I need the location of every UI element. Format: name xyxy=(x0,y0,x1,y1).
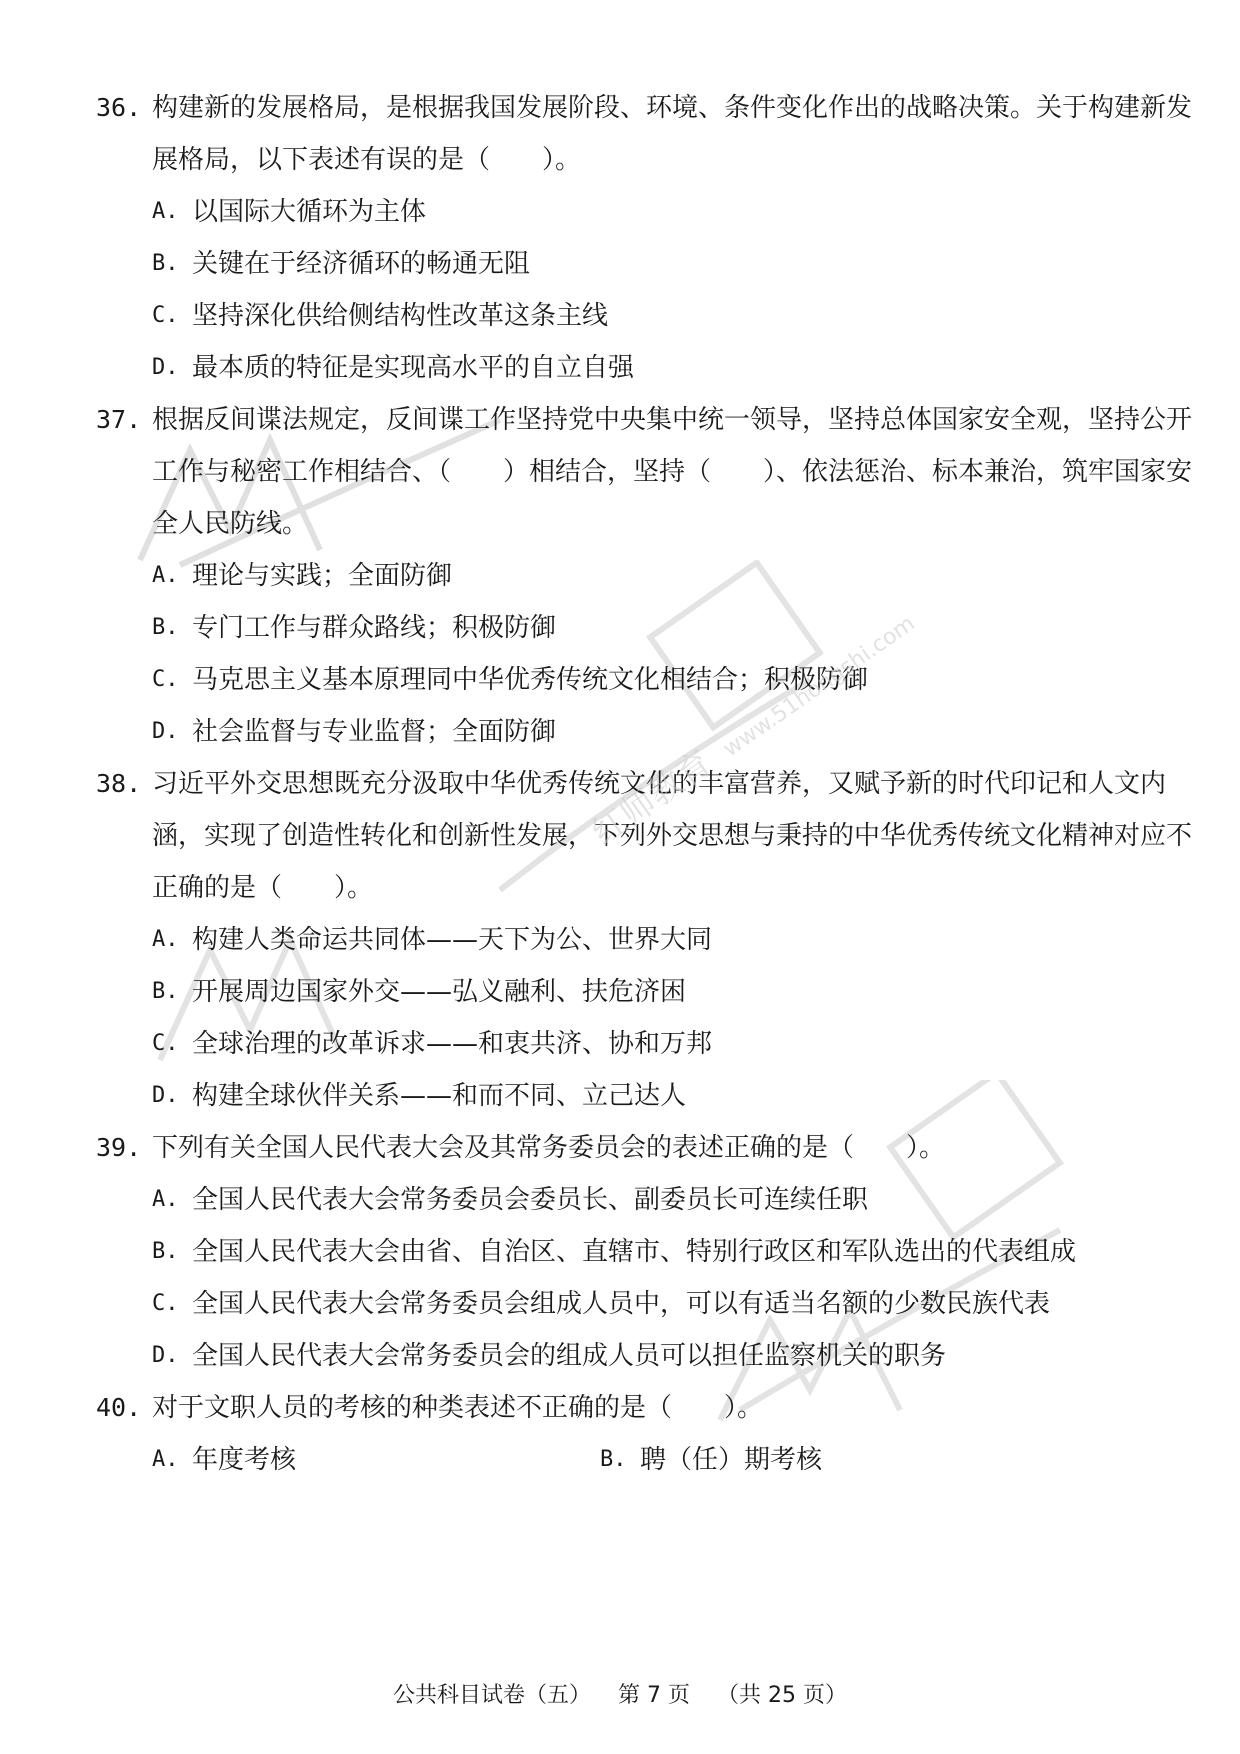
watermark-text xyxy=(581,595,922,855)
option-text: 全国人民代表大会由省、自治区、直辖市、特别行政区和军队选出的代表组成 xyxy=(192,1237,1077,1267)
option-text: 全国人民代表大会常务委员会的组成人员可以担任监察机关的职务 xyxy=(192,1341,947,1371)
option-letter: C. xyxy=(152,303,179,328)
option-text: 理论与实践；全面防御 xyxy=(192,561,453,591)
option-text: 聘（任）期考核 xyxy=(640,1445,823,1475)
watermark-brand: 红师教育 xyxy=(585,742,720,854)
option-text: 以国际大循环为主体 xyxy=(192,197,427,227)
page-total: （共 25 页） xyxy=(717,1683,847,1708)
page-footer xyxy=(0,1682,1240,1710)
question-text: 构建新的发展格局，是根据我国发展阶段、环境、条件变化作出的战略决策。关于构建新发 xyxy=(152,93,1193,123)
option-letter: B. xyxy=(152,615,179,640)
option-letter: A. xyxy=(152,1447,179,1472)
question-number: 40. xyxy=(96,1393,142,1422)
option-letter: B. xyxy=(152,979,179,1004)
option-letter: B. xyxy=(600,1447,627,1472)
question-text: 涵，实现了创造性转化和创新性发展，下列外交思想与秉持的中华优秀传统文化精神对应不 xyxy=(152,821,1193,851)
option-text: 最本质的特征是实现高水平的自立自强 xyxy=(192,353,635,383)
option-letter: D. xyxy=(152,1083,179,1108)
option-letter: C. xyxy=(152,1291,179,1316)
question-text: 根据反间谍法规定，反间谍工作坚持党中央集中统一领导，坚持总体国家安全观，坚持公开 xyxy=(152,405,1193,435)
option-text: 坚持深化供给侧结构性改革这条主线 xyxy=(192,301,609,331)
question-text: 工作与秘密工作相结合、（ ）相结合，坚持（ ）、依法惩治、标本兼治，筑牢国家安 xyxy=(152,457,1193,487)
exam-name: 公共科目试卷（五） xyxy=(393,1683,592,1708)
option-letter: B. xyxy=(152,1239,179,1264)
question-text: 对于文职人员的考核的种类表述不正确的是（ ）。 xyxy=(152,1393,764,1423)
question-number: 39. xyxy=(96,1133,142,1162)
option-text: 年度考核 xyxy=(192,1445,297,1475)
option-letter: A. xyxy=(152,1187,179,1212)
question-number: 38. xyxy=(96,769,142,798)
option-text: 社会监督与专业监督；全面防御 xyxy=(192,717,557,747)
option-text: 构建人类命运共同体——天下为公、世界大同 xyxy=(192,925,713,955)
option-text: 专门工作与群众路线；积极防御 xyxy=(192,613,557,643)
page-number: 第 7 页 xyxy=(618,1683,690,1708)
watermark-url: www.51hongshi.com xyxy=(718,611,920,763)
question-text: 下列有关全国人民代表大会及其常务委员会的表述正确的是（ ）。 xyxy=(152,1133,946,1163)
option-text: 马克思主义基本原理同中华优秀传统文化相结合；积极防御 xyxy=(192,665,869,695)
option-letter: A. xyxy=(152,563,179,588)
question-number: 37. xyxy=(96,405,142,434)
option-text: 构建全球伙伴关系——和而不同、立己达人 xyxy=(192,1081,687,1111)
option-letter: C. xyxy=(152,1031,179,1056)
option-text: 开展周边国家外交——弘义融利、扶危济困 xyxy=(192,977,687,1007)
option-text: 关键在于经济循环的畅通无阻 xyxy=(192,249,531,279)
question-text: 展格局，以下表述有误的是（ ）。 xyxy=(152,145,582,175)
option-text: 全球治理的改革诉求——和衷共济、协和万邦 xyxy=(192,1029,713,1059)
option-letter: A. xyxy=(152,927,179,952)
option-letter: B. xyxy=(152,251,179,276)
option-letter: D. xyxy=(152,355,179,380)
option-letter: D. xyxy=(152,719,179,744)
question-text: 习近平外交思想既充分汲取中华优秀传统文化的丰富营养，又赋予新的时代印记和人文内 xyxy=(152,769,1167,799)
option-letter: D. xyxy=(152,1343,179,1368)
question-text: 正确的是（ ）。 xyxy=(152,873,374,903)
option-letter: C. xyxy=(152,667,179,692)
question-text: 全人民防线。 xyxy=(152,509,309,539)
option-letter: A. xyxy=(152,199,179,224)
option-text: 全国人民代表大会常务委员会组成人员中，可以有适当名额的少数民族代表 xyxy=(192,1289,1051,1319)
question-number: 36. xyxy=(96,93,142,122)
option-text: 全国人民代表大会常务委员会委员长、副委员长可连续任职 xyxy=(192,1185,869,1215)
